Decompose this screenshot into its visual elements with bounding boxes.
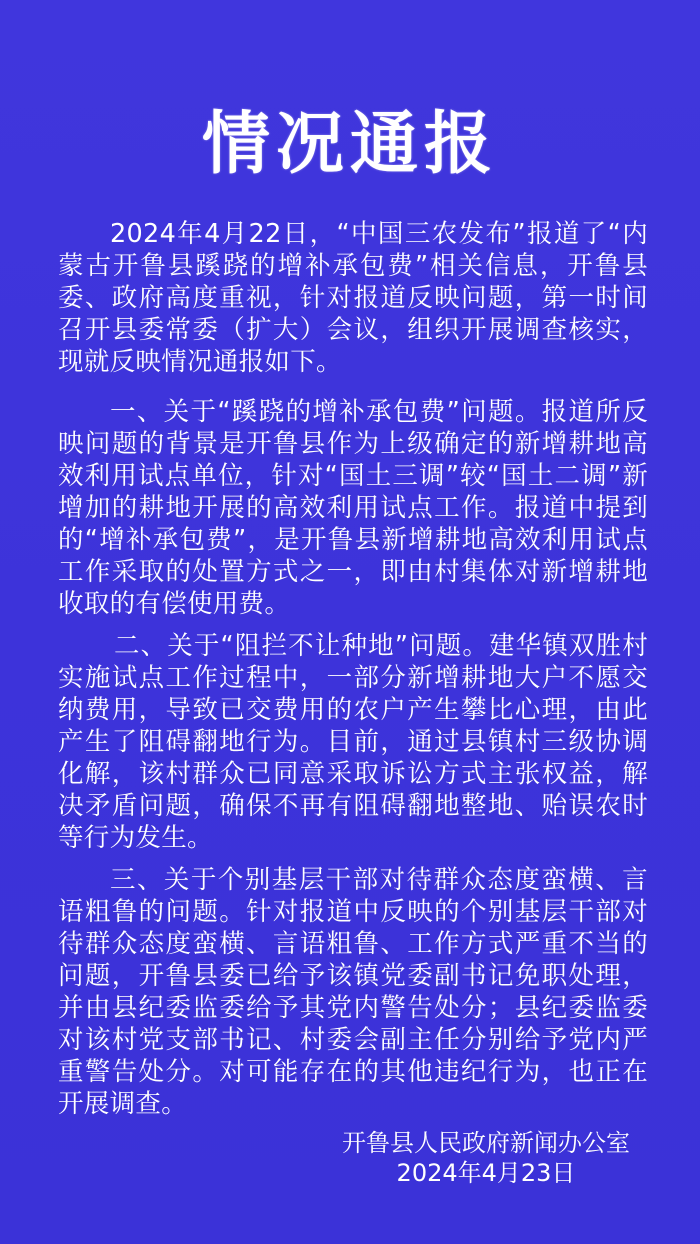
intro-paragraph: 2024年4月22日，“中国三农发布”报道了“内蒙古开鲁县蹊跷的增补承包费”相关信息，开鲁县委、政府高度重视，针对报道反映问题，第一时间召开县委常委（扩大）会议，组织开展调查核实，现就反映情况通报如下。 [58, 219, 648, 377]
section-three-paragraph: 三、关于个别基层干部对待群众态度蛮横、言语粗鲁的问题。针对报道中反映的个别基层干部对待群众态度蛮横、言语粗鲁、工作方式严重不当的问题，开鲁县委已给予该镇党委副书记免职处理，并由县纪委监委给予其党内警告处分；县纪委监委对该村党支部书记、村委会副主任分别给予党内严重警告处分。对可能存在的其他违纪行为，也正在开展调查。 [58, 865, 648, 1119]
issuing-organization: 开鲁县人民政府新闻办公室 [342, 1129, 630, 1157]
issue-date: 2024年4月23日 [396, 1159, 576, 1187]
notice-title: 情况通报 [201, 105, 498, 184]
section-one-paragraph: 一、关于“蹊跷的增补承包费”问题。报道所反映问题的背景是开鲁县作为上级确定的新增耕地高效利用试点单位，针对“国土三调”较“国土二调”新增加的耕地开展的高效利用试点工作。报道中提到的“增补承包费”，是开鲁县新增耕地高效利用试点工作采取的处置方式之一，即由村集体对新增耕地收取的有偿使用费。 [58, 397, 648, 619]
section-two-paragraph: 二、关于“阻拦不让种地”问题。建华镇双胜村实施试点工作过程中，一部分新增耕地大户不愿交纳费用，导致已交费用的农户产生攀比心理，由此产生了阻碍翻地行为。目前，通过县镇村三级协调化解，该村群众已同意采取诉讼方式主张权益，解决矛盾问题，确保不再有阻碍翻地整地、贻误农时等行为发生。 [58, 631, 648, 853]
